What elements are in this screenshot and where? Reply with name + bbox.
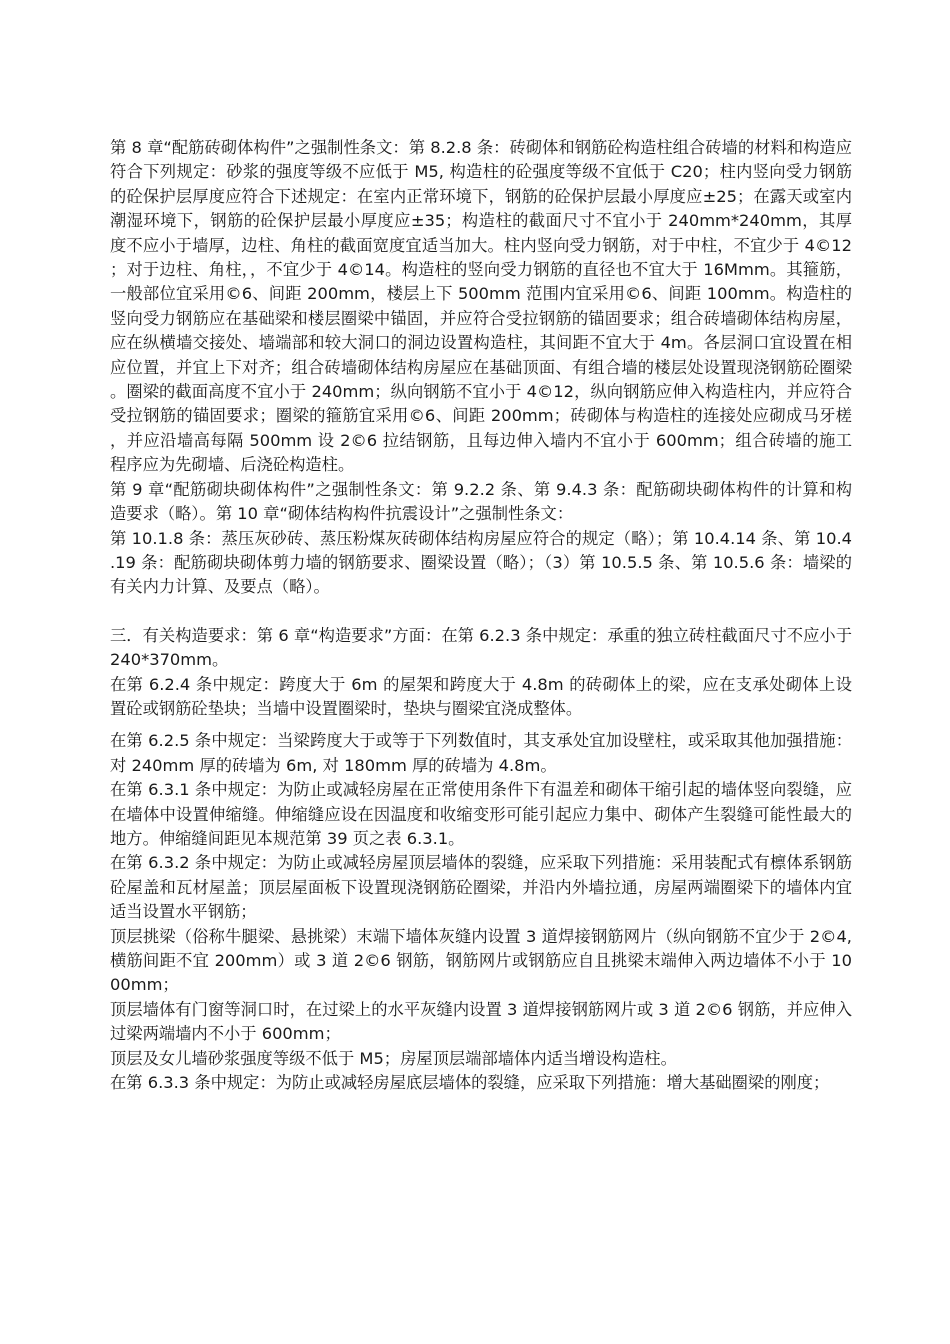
paragraph-chapter-8: 第 8 章“配筋砖砌体构件”之强制性条文：第 8.2.8 条：砖砌体和钢筋砼构造柱组合砖墙的材料和构造应符合下列规定：砂浆的强度等级不应低于 M5, 构造柱的砼强度等级不宜低于 C20；柱内竖向受力钢筋的砼保护层厚度应符合下述规定：在室内正常环境下，钢筋的砼保护层最小厚度应±25；在露天或室内潮湿环境下，钢筋的砼保护层最小厚度应±35；构造柱的截面尺寸不宜小于 240mm*240mm，其厚度不应小于墙厚，边柱、角柱的截面宽度宜适当加大。柱内竖向受力钢筋，对于中柱，不宜少于 4©12；对于边柱、角柱，，不宜少于 4©14。构造柱的竖向受力钢筋的直径也不宜大于 16Mmm。其箍筋，一般部位宜采用©6、间距 200mm，楼层上下 500mm 范围内宜采用©6、间距 100mm。构造柱的竖向受力钢筋应在基础梁和楼层圈梁中锚固，并应符合受拉钢筋的锚固要求；组合砖墙砌体结构房屋，应在纵横墙交接处、墙端部和较大洞口的洞边设置构造柱，其间距不宜大于 4m。各层洞口宜设置在相应位置，并宜上下对齐；组合砖墙砌体结构房屋应在基础顶面、有组合墙的楼层处设置现浇钢筋砼圈梁。圈梁的截面高度不宜小于 240mm；纵向钢筋不宜小于 4©12，纵向钢筋应伸入构造柱内，并应符合受拉钢筋的锚固要求；圈梁的箍筋宜采用©6、间距 200mm；砖砌体与构造柱的连接处应砌成马牙槎，并应沿墙高每隔 500mm 设 2©6 拉结钢筋，且每边伸入墙内不宜小于 600mm；组合砖墙的施工程序应为先砌墙、后浇砼构造柱。 (110, 138, 852, 475)
paragraph-section-3: 三．有关构造要求：第 6 章“构造要求”方面：在第 6.2.3 条中规定：承重的独立砖柱截面尺寸不应小于 240*370mm。 (110, 625, 852, 670)
paragraph-parapet-mortar: 顶层及女儿墙砂浆强度等级不低于 M5；房屋顶层端部墙体内适当增设构造柱。 (110, 1048, 677, 1068)
paragraph-top-cantilever: 顶层挑梁（俗称牛腿梁、悬挑梁）末端下墙体灰缝内设置 3 道焊接钢筋网片（纵向钢筋不宜少于 2©4, 横筋间距不宜 200mm）或 3 道 2©6 钢筋，钢筋网片或钢筋应自且挑梁末端伸入两边墙体不小于 1000mm； (110, 926, 852, 995)
section-spacer (110, 600, 852, 624)
paragraph-article-6-3-1: 在第 6.3.1 条中规定：为防止或减轻房屋在正常使用条件下有温差和砌体干缩引起的墙体竖向裂缝，应在墙体中设置伸缩缝。伸缩缝应设在因温度和收缩变形可能引起应力集中、砌体产生裂缝可能性最大的地方。伸缩缝间距见本规范第 39 页之表 6.3.1。 (110, 780, 852, 848)
paragraph-article-6-2-4: 在第 6.2.4 条中规定：跨度大于 6m 的屋架和跨度大于 4.8m 的砖砌体上的梁，应在支承处砌体上设置砼或钢筋砼垫块；当墙中设置圈梁时，垫块与圈梁宜浇成整体。 (110, 674, 852, 718)
paragraph-spacer (110, 721, 852, 729)
paragraph-chapter-9: 第 9 章“配筋砌块砌体构件”之强制性条文：第 9.2.2 条、第 9.4.3 条：配筋砌块砌体构件的计算和构造要求（略）。第 10 章“砌体结构构件抗震设计”之强制性条文： (110, 479, 852, 524)
document-body (110, 136, 852, 1095)
paragraph-article-6-3-3: 在第 6.3.3 条中规定：为防止或减轻房屋底层墙体的裂缝，应采取下列措施：增大基础圈梁的刚度； (110, 1073, 830, 1093)
paragraph-article-6-3-2: 在第 6.3.2 条中规定：为防止或减轻房屋顶层墙体的裂缝，应采取下列措施：采用装配式有檩体系钢筋砼屋盖和瓦材屋盖；顶层屋面板下设置现浇钢筋砼圈梁，并沿内外墙拉通，房屋两端圈梁下的墙体内宜适当设置水平钢筋； (110, 853, 852, 922)
paragraph-top-openings: 顶层墙体有门窗等洞口时，在过梁上的水平灰缝内设置 3 道焊接钢筋网片或 3 道 2©6 钢筋，并应伸入过梁两端墙内不小于 600mm； (110, 999, 852, 1044)
paragraph-article-6-2-5: 在第 6.2.5 条中规定：当梁跨度大于或等于下列数值时，其支承处宜加设壁柱，或采取其他加强措施：对 240mm 厚的砖墙为 6m, 对 180mm 厚的砖墙为 4.8m。 (110, 731, 852, 775)
paragraph-article-10-1-8: 第 10.1.8 条：蒸压灰砂砖、蒸压粉煤灰砖砌体结构房屋应符合的规定（略）；第 10.4.14 条、第 10.4.19 条：配筋砌块砌体剪力墙的钢筋要求、圈梁设置（略）；（3）第 10.5.5 条、第 10.5.6 条：墙梁的有关内力计算、及要点（略）。 (110, 528, 852, 597)
